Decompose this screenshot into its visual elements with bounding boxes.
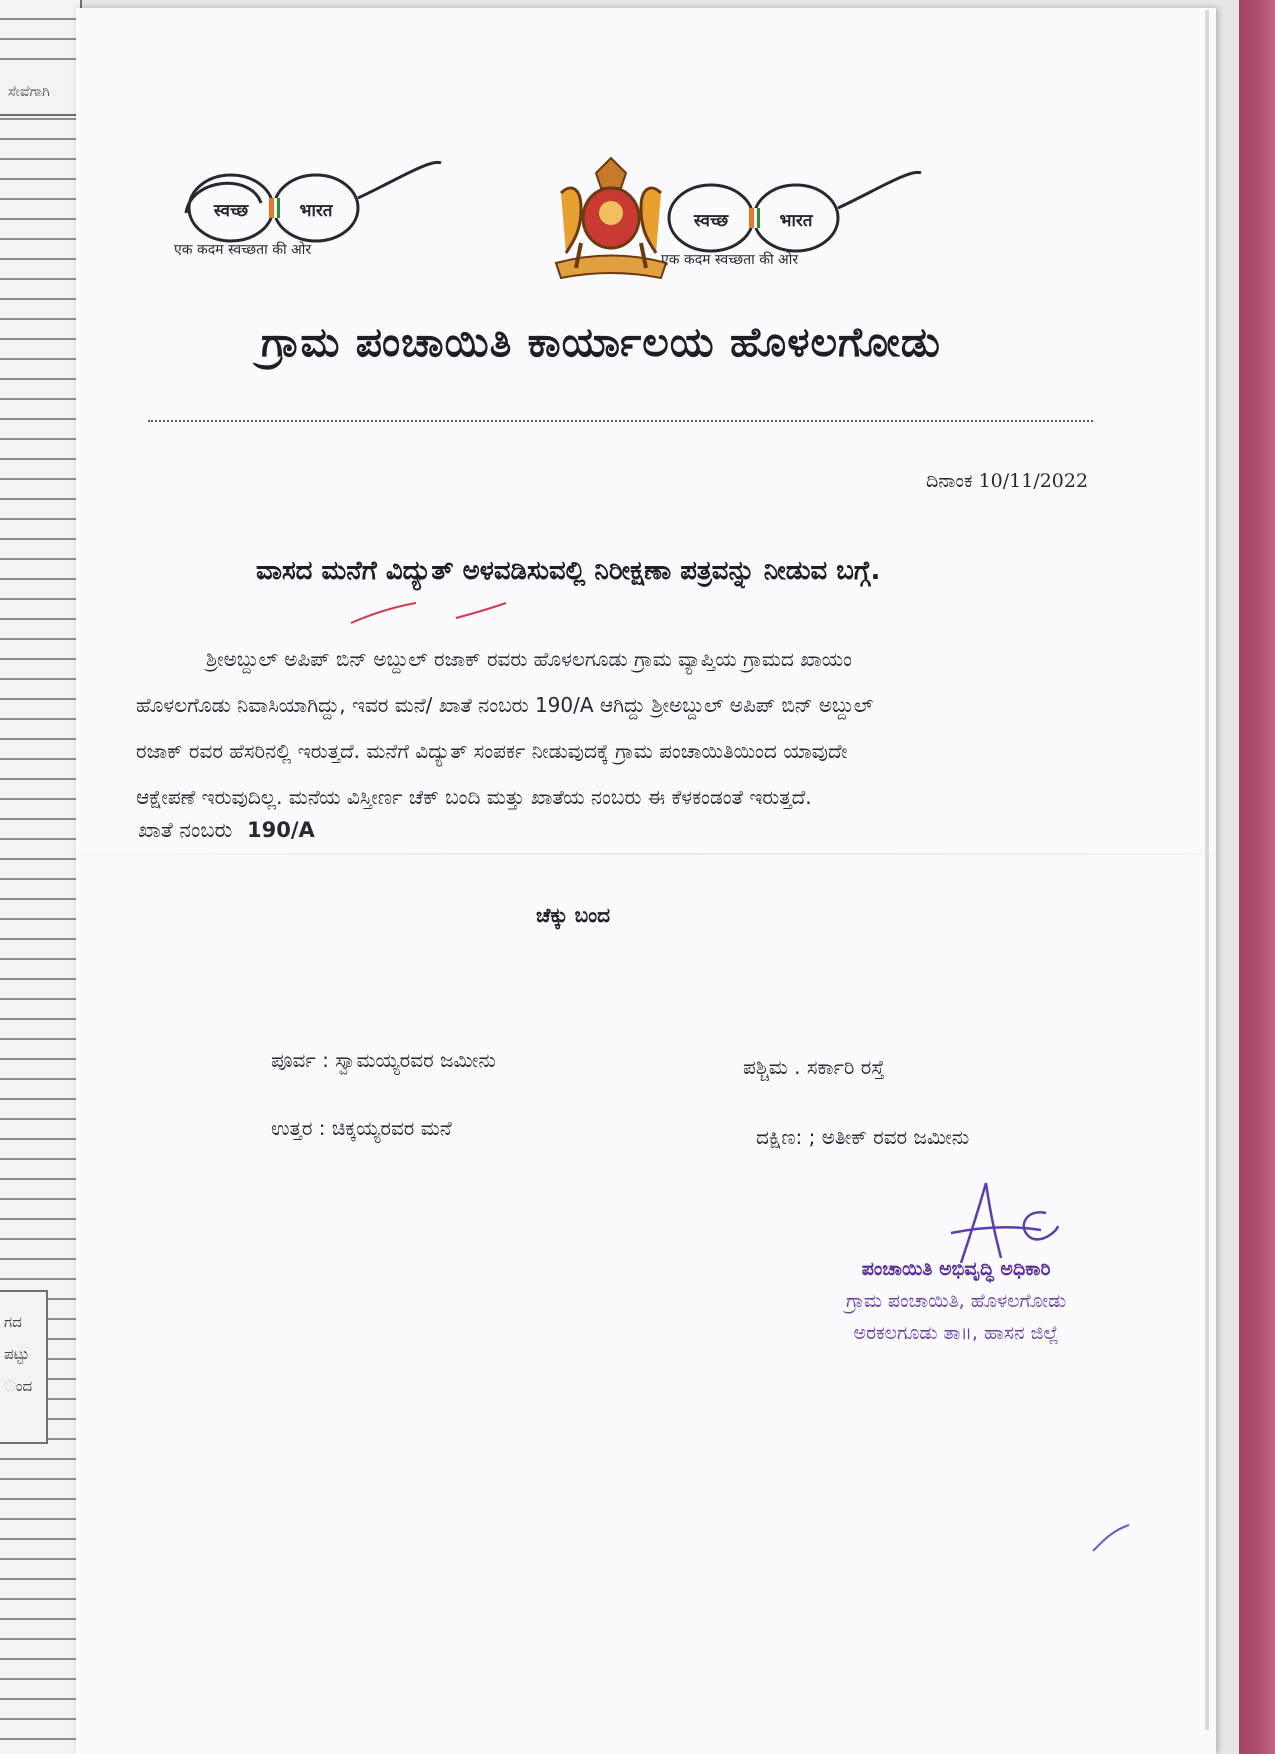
register-box-line: ಂದ: [4, 1377, 33, 1395]
account-number-label: ಖಾತೆ ನಂಬರು: [138, 818, 233, 842]
boundary-south: ದಕ್ಷಿಣ: ; ಅತೀಕ್ ರವರ ಜಮೀನು: [756, 1125, 970, 1149]
account-number-value: 190/A: [247, 818, 315, 842]
date-label: ದಿನಾಂಕ: [926, 470, 973, 492]
register-box-line: ಪಟ್ಟು: [4, 1345, 30, 1363]
boundary-west: ಪಶ್ಚಿಮ . ಸರ್ಕಾರಿ ರಸ್ತೆ: [743, 1055, 885, 1079]
stamp-designation: ಪಂಚಾಯಿತಿ ಅಭಿವೃದ್ಧಿ ಅಧಿಕಾರಿ: [861, 1258, 1051, 1280]
logo-word: भारत: [779, 211, 813, 231]
office-title: ಗ್ರಾಮ ಪಂಚಾಯಿತಿ ಕಾರ್ಯಾಲಯ ಹೊಳಲಗೋಡು: [261, 318, 941, 366]
letter-sheet: [76, 8, 1216, 1754]
red-pen-mark: [346, 598, 546, 628]
date-value: 10/11/2022: [978, 470, 1089, 492]
boundary-heading: ಚೆಕ್ಕು ಬಂದ: [536, 903, 611, 927]
logo-word: स्वच्छ: [693, 211, 729, 231]
body-line: ರಜಾಕ್ ರವರ ಹೆಸರಿನಲ್ಲಿ ಇರುತ್ತದೆ. ಮನೆಗೆ ವಿದ್ಯುತ್ ಸಂಪರ್ಕ ನೀಡುವುದಕ್ಕೆ ಗ್ರಾಮ ಪಂಚಾಯಿತಿಯಿಂದ ಯಾವುದೇ: [136, 739, 848, 763]
logo-tagline-left: एक कदम स्वच्छता की ओर: [174, 242, 312, 258]
date-line: [926, 470, 1088, 492]
logo-word: भारत: [299, 201, 333, 221]
karnataka-emblem: [551, 153, 671, 283]
officer-stamp: [846, 1253, 1066, 1349]
stamp-office: ಗ್ರಾಮ ಪಂಚಾಯಿತಿ, ಹೊಳಲಗೋಡು: [846, 1290, 1067, 1312]
account-number: [138, 818, 315, 843]
register-tab-text: ಸೇವೆಗಾಗಿ: [8, 84, 50, 100]
boundary-north: ಉತ್ತರ : ಚಿಕ್ಕಯ್ಯರವರ ಮನೆ: [271, 1116, 452, 1140]
register-strip: [0, 0, 82, 1754]
header-divider: [148, 420, 1093, 422]
body-line: ಶ್ರೀಅಬ್ದುಲ್ ಅಪಿಪ್ ಬಿನ್ ಅಬ್ದುಲ್ ರಜಾಕ್ ರವರು ಹೊಳಲಗೂಡು ಗ್ರಾಮ ವ್ಯಾಪ್ತಿಯ ಗ್ರಾಮದ ಖಾಯಂ: [206, 647, 853, 671]
body-line: ಹೊಳಲಗೊಡು ನಿವಾಸಿಯಾಗಿದ್ದು, ಇವರ ಮನೆ/ ಖಾತೆ ನಂಬರು 190/A ಆಗಿದ್ದು ಶ್ರೀಅಬ್ದುಲ್ ಅಪಿಪ್ ಬಿನ್ ಅಬ್ದುಲ್: [136, 693, 874, 717]
letter-body: [136, 636, 1076, 820]
logo-tagline-right: एक कदम स्वच्छता की ओर: [661, 252, 799, 268]
folder-edge: [1239, 0, 1275, 1754]
fold-line: [76, 853, 1216, 855]
sheet-edge: [1205, 10, 1209, 1730]
subject-line: ವಾಸದ ಮನೆಗೆ ವಿದ್ಯುತ್ ಅಳವಡಿಸುವಲ್ಲಿ ನಿರೀಕ್ಷಣಾ ಪತ್ರವನ್ನು ನೀಡುವ ಬಗ್ಗೆ.: [256, 556, 881, 586]
stamp-district: ಅರಕಲಗೂಡು ತಾ॥, ಹಾಸನ ಜಿಲ್ಲೆ: [853, 1322, 1059, 1344]
boundary-east: ಪೂರ್ವ : ಸ್ವಾಮಯ್ಯರವರ ಜಮೀನು: [271, 1048, 496, 1072]
register-tab: [0, 70, 80, 116]
body-line: ಆಕ್ಷೇಪಣೆ ಇರುವುದಿಲ್ಲ. ಮನೆಯ ವಿಸ್ತೀರ್ಣ ಚೆಕ್ ಬಂದಿ ಮತ್ತು ಖಾತೆಯ ನಂಬರು ಈ ಕೆಳಕಂಡಂತೆ ಇರುತ್ತದೆ.: [136, 785, 812, 809]
logo-word: स्वच्छ: [213, 201, 249, 221]
register-box: [0, 1290, 48, 1444]
register-box-line: ಗದ: [4, 1313, 22, 1331]
pen-tick-mark: [1091, 1523, 1131, 1553]
